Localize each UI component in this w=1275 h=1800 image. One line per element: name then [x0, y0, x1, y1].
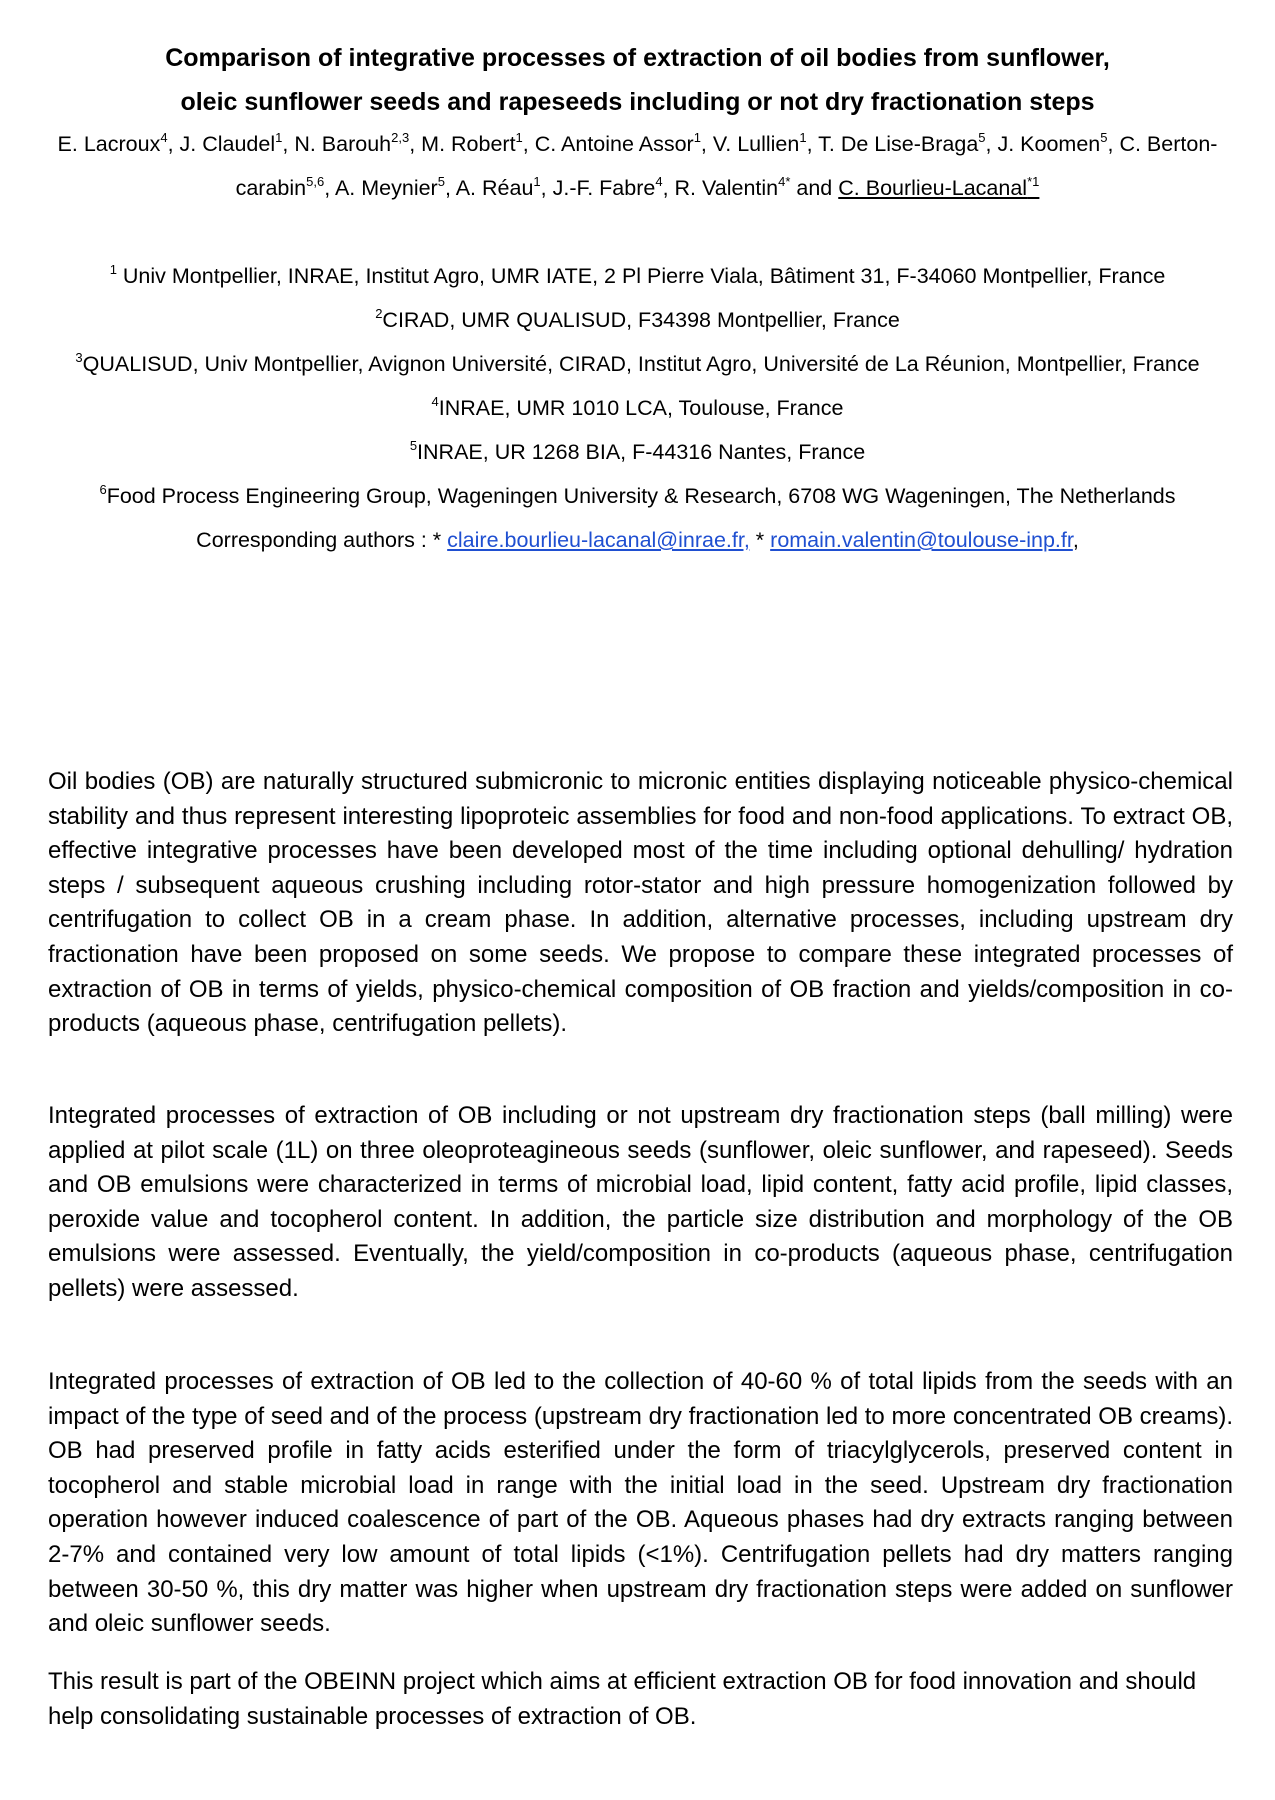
affiliation: $^3$QUALISUD, Univ Montpellier, Avignon Université, CIRAD, Institut Agro, Université de La Réunion, Montpellier, France	[75, 350, 1200, 376]
author: C. Berton-carabin$^{5,6}$	[235, 132, 1218, 200]
author-corresponding: C. Bourlieu-Lacanal$^{*1}$	[838, 174, 1040, 200]
paper-title	[40, 36, 1235, 124]
author: J.-F. Fabre$^4$	[552, 174, 663, 200]
abstract-paragraph-3: Integrated processes of extraction of OB led to the collection of 40-60 % of total lipids from the seeds with an impact of the type of seed and of the process (upstream dry fractionation led to more concentrated OB creams). OB had preserved profile in fatty acids esterified under the form of triacylglycerols, preserved content in tocopherol and stable microbial load in range with the initial load in the seed. Upstream dry fractionation operation however induced coalescence of part of the OB. Aqueous phases had dry extracts ranging between 2-7% and contained very low amount of total lipids (<1%). Centrifugation pellets had dry matters ranging between 30-50 %, this dry matter was higher when upstream dry fractionation steps were added on sunflower and oleic sunflower seeds.	[48, 1368, 1233, 1638]
affiliation: $^5$INRAE, UR 1268 BIA, F-44316 Nantes, France	[409, 438, 866, 464]
author: V. Lullien$^1$	[712, 130, 807, 156]
email-link-bourlieu[interactable]: claire.bourlieu-lacanal@inrae.fr,	[447, 528, 750, 552]
affiliation: $^6$Food Process Engineering Group, Wageningen University & Research, 6708 WG Wageningen, The Netherlands	[99, 482, 1176, 508]
title-line-2: oleic sunflower seeds and rapeseeds including or not dry fractionation steps	[180, 88, 1095, 116]
author: A. Réau$^1$	[455, 174, 541, 200]
author: J. Claudel$^1$	[179, 130, 283, 156]
author: J. Koomen$^5$	[997, 130, 1108, 156]
author: N. Barouh$^{2,3}$	[294, 130, 410, 156]
affiliations	[40, 254, 1235, 562]
affiliation: $^4$INRAE, UMR 1010 LCA, Toulouse, France	[431, 394, 844, 420]
authors-connector: and	[796, 176, 833, 200]
author: M. Robert$^1$	[421, 130, 523, 156]
author: T. De Lise-Braga$^5$	[818, 130, 986, 156]
corresponding-authors: Corresponding authors : * claire.bourlieu-lacanal@inrae.fr, * romain.valentin@toulouse-inp.fr,	[196, 528, 1079, 552]
email-link-valentin[interactable]: romain.valentin@toulouse-inp.fr	[770, 528, 1073, 552]
abstract-paragraph-1: Oil bodies (OB) are naturally structured submicronic to micronic entities displaying noticeable physico-chemical stability and thus represent interesting lipoproteic assemblies for food and non-food applications. To extract OB, effective integrative processes have been developed most of the time including optional dehulling/ hydration steps / subsequent aqueous crushing including rotor-stator and high pressure homogenization followed by centrifugation to collect OB in a cream phase. In addition, alternative processes, including upstream dry fractionation have been proposed on some seeds. We propose to compare these integrated processes of extraction of OB in terms of yields, physico-chemical composition of OB fraction and yields/composition in co-products (aqueous phase, centrifugation pellets).	[48, 768, 1233, 1038]
author-list: E. Lacroux$^4$, J. Claudel$^1$, N. Barouh$^{2,3}$, M. Robert$^1$, C. Antoine Assor$^1$, V. Lullien$^1$, T. De Lise-Braga$^5$, J. Koomen$^5$, C. Berton-carabin$^{5,6}$, A. Meynier$^5$, A. Réau$^1$, J.-F. Fabre$^4$, R. Valentin$^{4*}$ and C. Bourlieu-Lacanal$^{*1}$	[57, 130, 1218, 200]
author: E. Lacroux$^4$	[57, 130, 168, 156]
affiliation: $^2$CIRAD, UMR QUALISUD, F34398 Montpellier, France	[375, 306, 900, 332]
abstract-paragraph-4: This result is part of the OBEINN project which aims at efficient extraction OB for food innovation and should help consolidating sustainable processes of extraction of OB.	[48, 1668, 1197, 1730]
abstract-paragraph-2: Integrated processes of extraction of OB including or not upstream dry fractionation steps (ball milling) were applied at pilot scale (1L) on three oleoproteagineous seeds (sunflower, oleic sunflower, and rapeseed). Seeds and OB emulsions were characterized in terms of microbial load, lipid content, fatty acid profile, lipid classes, peroxide value and tocopherol content. In addition, the particle size distribution and morphology of the OB emulsions were assessed. Eventually, the yield/composition in co-products (aqueous phase, centrifugation pellets) were assessed.	[48, 1102, 1233, 1302]
author: C. Antoine Assor$^1$	[534, 130, 701, 156]
affiliation: $^1$ Univ Montpellier, INRAE, Institut Agro, UMR IATE, 2 Pl Pierre Viala, Bâtiment 31, F-34060 Montpellier, France	[109, 262, 1166, 288]
author: A. Meynier$^5$	[334, 174, 445, 200]
title-line-1: Comparison of integrative processes of extraction of oil bodies from sunflower,	[165, 44, 1110, 72]
author: R. Valentin$^{4*}$	[674, 174, 791, 200]
